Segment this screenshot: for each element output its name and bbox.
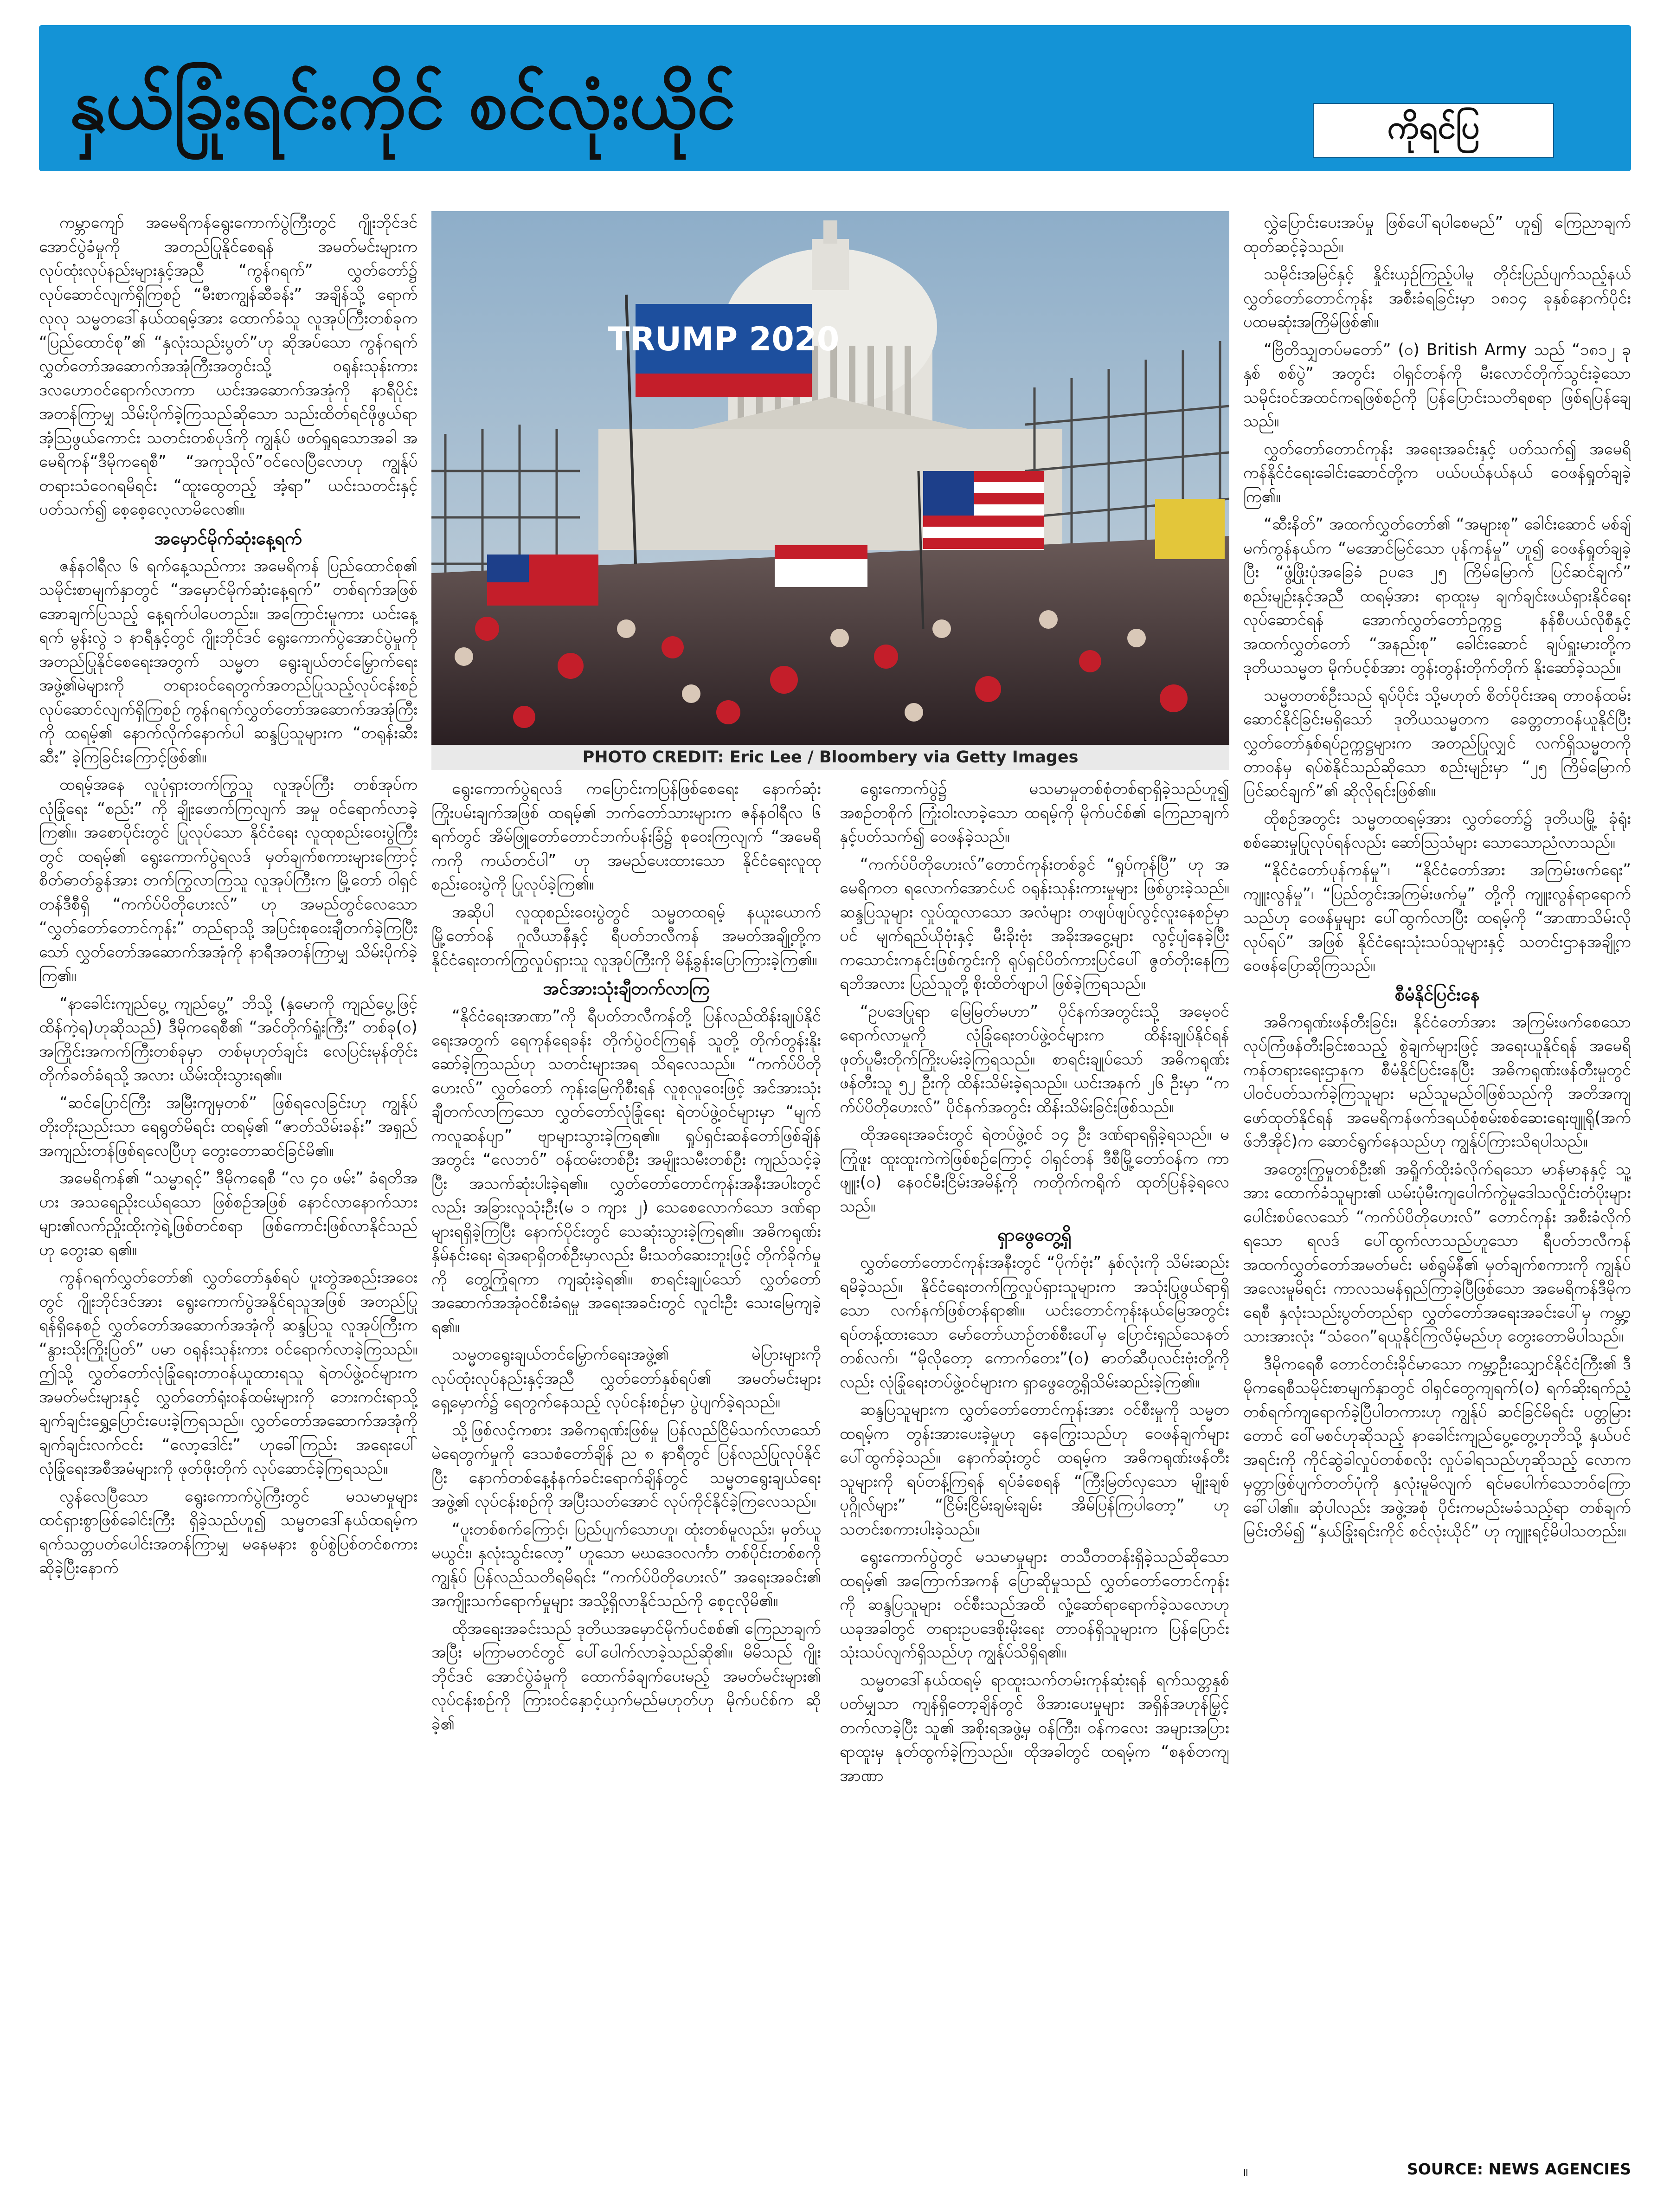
article-column-4	[1243, 211, 1631, 2132]
paragraph: “ဆီးနိတ်” အထက်လွှတ်တော်၏ “အများစု” ခေါင်းဆောင် မစ်ချ်မက်ကွန်နယ်က “မအောင်မြင်သော ပုန်ကန်မှု” ဟူ၍ ဝေဖန်ရှုတ်ချခဲ့ပြီး “ဖွံ့ဖြိုးပုံအခြေခံ ဥပဒေ ၂၅ ကြိမ်မြောက် ပြင်ဆင်ချက်” စည်းမျဉ်းနှင့်အညီ ထရမ့်အား ရာထူးမှ ချက်ချင်းဖယ်ရှားနိုင်ရေး လုပ်ဆောင်ရန် အောက်လွှတ်တော်ဥက္ကဋ္ဌ နန်စီပယ်လိုစီနှင့် အထက်လွှတ်တော် “အနည်းစု” ခေါင်းဆောင် ချပ်ရှူးမားတို့က ဒုတိယသမ္မတ မိုက်ပင့်စ်အား တွန်းတွန်းတိုက်တိုက် နိုးဆော်ခဲ့သည်။	[1243, 515, 1631, 677]
article-column-2	[431, 777, 821, 2193]
subheading: စီမံနိုင်ပြင်းနေ	[1394, 984, 1480, 1005]
source-credit: SOURCE: NEWS AGENCIES	[1407, 2160, 1631, 2178]
capitol-photo	[431, 211, 1229, 745]
paragraph: ရွေးကောက်ပွဲရလဒ် ကပြောင်းကပြန်ဖြစ်စေရေး နောက်ဆုံးကြိုးပမ်းချက်အဖြစ် ထရမ့်၏ ဘက်တော်သားများက ဇန်နဝါရီလ ၆ ရက်တွင် အိမ်ဖြူတော်တောင်ဘက်ပန်းခြံ၌ စုဝေးကြလျက် “အမေရိကကို ကယ်တင်ပါ” ဟု အမည်ပေးထားသော နိုင်ငံရေးလူထုစည်းဝေးပွဲကို ပြုလုပ်ခဲ့ကြ၏။	[431, 780, 821, 894]
paragraph: ဆန္ဒပြသူများက လွှတ်တော်တောင်ကုန်းအား ဝင်စီးမှုကို သမ္မတထရမ့်က တွန်းအားပေးခဲ့မှုဟု နေကြွေးသည်ဟု ဝေဖန်ချက်များ ပေါ်ထွက်ခဲ့သည်။ နောက်ဆုံးတွင် ထရမ့်က အဓိကရုဏ်းဖန်တီးသူများကို ရပ်တန့်ကြရန် ရပ်ခံစေရန် “ကြီးမြတ်လှသော မျိုးချစ်ပုဂ္ဂိုလ်များ” “ငြိမ်းငြိမ်းချမ်းချမ်း အိမ်ပြန်ကြပါတော့” ဟု သတင်းစကားပါးခဲ့သည်။	[840, 1400, 1229, 1539]
paragraph: ကွန်ဂရက်လွှတ်တော်၏ လွှတ်တော်နှစ်ရပ် ပူးတွဲအစည်းအဝေးတွင် ဂျိုးဘိုင်ဒင်အား ရွေးကောက်ပွဲအနိုင်ရသူအဖြစ် အတည်ပြုရန်ရှိနေစဉ် လွှတ်တော်အဆောက်အအုံကို ဆန္ဒပြသူ လူအုပ်ကြီးက “နွားသိုးကြိုးပြတ်” ပမာ ဝရုန်းသုန်းကား ဝင်ရောက်လာခဲ့ကြသည်။ ဤသို့ လွှတ်တော်လုံခြုံရေးတာဝန်ယူထားရသူ ရဲတပ်ဖွဲ့ဝင်များက အမတ်မင်းများနှင့် လွှတ်တော်ရုံးဝန်ထမ်းများကို ဘေးကင်းရာသို့ ချက်ချင်းရွှေ့ပြောင်းပေးခဲ့ကြရသည်။ လွှတ်တော်အဆောက်အအုံကို ချက်ချင်းလက်ငင်း “လော့ဒေါင်း” ဟုခေါ်ကြည်း အရေးပေါ်လုံခြုံရေးအစီအမံများကို ဖုတ်ဖိုးတိုက် လုပ်ဆောင်ခဲ့ကြရသည်။	[39, 1268, 418, 1478]
paragraph: လွှတ်တော်တောင်ကုန်းအနီးတွင် “ပိုက်ဗုံး” နှစ်လုံးကို သိမ်းဆည်းရမိခဲ့သည်။ နိုင်ငံရေးတက်ကြွလှုပ်ရှားသူများက အသုံးပြုဖွယ်ရာရှိသော လက်နက်ဖြစ်တန်ရာ၏။ ယင်းတောင်ကုန်းနယ်မြေအတွင်း ရပ်တန့်ထားသော မော်တော်ယာဉ်တစ်စီးပေါ်မှ ပြောင်းရှည်သေနတ်တစ်လက်၊ “မိုလိုတော့ ကောက်တေး”(ဝ) ဓာတ်ဆီပုလင်းဗုံးတို့ကိုလည်း လုံခြုံရေးတပ်ဖွဲ့ဝင်များက ရှာဖွေတွေ့ရှိသိမ်းဆည်းခဲ့ကြ၏။	[840, 1253, 1229, 1392]
paragraph: သမ္မတတစ်ဦးသည် ရုပ်ပိုင်း သို့မဟုတ် စိတ်ပိုင်းအရ တာဝန်ထမ်းဆောင်နိုင်ခြင်းမရှိသော် ဒုတိယသမ္မတက ခေတ္တတာဝန်ယူနိုင်ပြီး လွှတ်တော်နှစ်ရပ်ဥက္ကဋ္ဌများက အတည်ပြုလျှင် လက်ရှိသမ္မတကို တာဝန်မှ ရပ်စဲနိုင်သည်ဆိုသော စည်းမျဉ်းမှာ “၂၅ ကြိမ်မြောက်ပြင်ဆင်ချက်”၏ ဆိုလိုရင်းဖြစ်၏။	[1243, 686, 1631, 800]
us-flag	[923, 471, 1044, 550]
paragraph: သမ္မတဒေါ်နယ်ထရမ့် ရာထူးသက်တမ်းကုန်ဆုံးရန် ရက်သတ္တနှစ်ပတ်မျှသာ ကျန်ရှိတော့ချိန်တွင် ဖိအားပေးမှုများ အရှိန်အဟုန်မြှင့်တက်လာခဲ့ပြီး သူ၏ အစိုးရအဖွဲ့မှ ဝန်ကြီး၊ ဝန်ကလေး အများအပြား ရာထူးမှ နုတ်ထွက်ခဲ့ကြသည်။ ထိုအခါတွင် ထရမ့်က “စနစ်တကျ အာဏာ	[840, 1670, 1229, 1785]
paragraph: “ဆင်ပြောင်ကြီး အမြီးကျမှတစ်” ဖြစ်ရလေခြင်းဟု ကျွန်ုပ် တိုးတိုးညည်းသာ ရေရွတ်မိရင်း ထရမ့်၏ “ဇာတ်သိမ်းခန်း” အရှည်အကျည်းတန်ဖြစ်ရလေပြီဟု တွေးတောဆင်ခြင်မိ၏။	[39, 1093, 418, 1160]
paragraph: သမိုင်းအမြင်နှင့် နှိုင်းယှဉ်ကြည့်ပါမူ တိုင်းပြည်ပျက်သည့်နယ် လွှတ်တော်တောင်ကုန်း အစီးခံရခြင်းမှာ ၁၈၁၄ ခုနှစ်နောက်ပိုင်း ပထမဆုံးအကြိမ်ဖြစ်၏။	[1243, 265, 1631, 331]
paragraph: လွန်လေပြီသော ရွေးကောက်ပွဲကြီးတွင် မသမာမှုများ ထင်ရှားစွာဖြစ်ခေါင်းကြီး ရှိခဲ့သည်ဟူ၍ သမ္မတဒေါ်နယ်ထရမ့်က ရက်သတ္တပတ်ပေါင်းအတန်ကြာမျှ မနေမနား စွပ်စွဲပြစ်တင်စကား ဆိုခဲ့ပြီးနောက်	[39, 1487, 418, 1577]
paragraph: ကမ္ဘာကျော် အမေရိကန်ရွေးကောက်ပွဲကြီးတွင် ဂျိုးဘိုင်ဒင် အောင်ပွဲခံမှုကို အတည်ပြုနိုင်စေရန် အမတ်မင်းများက လုပ်ထုံးလုပ်နည်းများနှင့်အညီ “ကွန်ဂရက်” လွှတ်တော်၌ လုပ်ဆောင်လျက်ရှိကြစဉ် “မီးစာကျွန်ဆီခန်း” အချိန်သို့ ရောက်လုလု သမ္မတဒေါ်နယ်ထရမ့်အား ထောက်ခံသူ လူအုပ်ကြီးတစ်ခုက “ပြည်ထောင်စု”၏ “နှလုံးသည်းပွတ်”ဟု ဆိုအပ်သော ကွန်ဂရက် လွှတ်တော်အဆောက်အအုံကြီးအတွင်းသို့ ဝရုန်းသုန်းကား ဒလဟောဝင်ရောက်လာကာ ယင်းအဆောက်အအုံကို နာရီပိုင်းအတန်ကြာမျှ သိမ်းပိုက်ခဲ့ကြသည်ဆိုသော သည်းထိတ်ရင်ဖိုဖွယ်ရာ အံ့ဩဖွယ်ကောင်း သတင်းတစ်ပုဒ်ကို ကျွန်ုပ် ဖတ်ရှုရသောအခါ အမေရိကန်“ဒီမိုကရေစီ” “အကုသိုလ်”ဝင်လေပြီလောဟု ကျွန်ုပ် တရားသံဝေဂရမိရင်း “ထူးထွေတည့် အံ့ရာ” ယင်းသတင်းနှင့်ပတ်သက်၍ စေ့စေ့လေ့လာမိလေ၏။	[39, 213, 418, 519]
paragraph: ဒီမိုကရေစီ တောင်တင်းခိုင်မာသော ကမ္ဘာ့ဦးသျှောင်နိုင်ငံကြီး၏ ဒီမိုကရေစီသမိုင်းစာမျက်နှာတွင် ဝါရှင်တွေကျရက်(ဝ) ရက်ဆိုးရက်ညံ့ တစ်ရက်ကျရောက်ခဲ့ပြီပါတကားဟု ကျွန်ုပ် ဆင်ခြင်မိရင်း ပတ္တမြားတောင် ဝေါ်မစင်ဟုဆိုသည့် နာခေါင်းကျည်ပွေ့တွေ့ဟုဘိသို့ နှယ်ပင်အရင်းကို ကိုင်ဆွဲခါလှုပ်တစ်စလိုး လှုပ်ခါရသည်ဟုဆိုသည့် လောကမှတ္တာဖြစ်ပျက်တတ်ပုံကို နှလုံးမူမိလျက် ရင်မပေါက်သေဘဝ်ကြောခေါ်ပါ၏။ ဆုံပါလည်း အဖွဲ့အစုံ ပိုင်းကမည်းမခံသည့်ရာ တစ်ချက် မြင်းတိမ်၍ “နှယ်ခြုံးရင်းကိုင် စင်လုံးယိုင်” ဟု ကျူးရင့်မိပါသတည်း။	[1243, 1354, 1631, 1541]
photo-caption: PHOTO CREDIT: Eric Lee / Bloombery via Getty Images	[431, 745, 1229, 770]
subheading: အမှောင်မိုက်ဆုံးနေ့ရက်	[154, 528, 302, 548]
headline: နှယ်ခြုံးရင်းကိုင် စင်လုံးယိုင်	[70, 64, 736, 145]
author-byline: ကိုရင်ပြ	[1313, 103, 1554, 158]
article-column-3	[840, 777, 1229, 2193]
paragraph: ထိုစဉ်အတွင်း သမ္မတထရမ့်အား လွှတ်တော်၌ ဒုတိယမြို့ ခုံရုံးစစ်ဆေးမှုပြုလုပ်ရန်လည်း ဆော်ဩသံများ သောသောညံလာသည်။	[1243, 809, 1631, 852]
paragraph: လွှဲပြောင်းပေးအပ်မှု ဖြစ်ပေါ်ရပါစေမည်” ဟူ၍ ကြေညာချက်ထုတ်ဆင့်ခဲ့သည်။	[1243, 213, 1631, 256]
paragraph: ထိုအရေးအခင်းသည် ဒုတိယအမှောင်မိုက်ပင်စစ်၏ ကြေညာချက်အပြီး မကြာမတင်တွင် ပေါ်ပေါက်လာခဲ့သည်ဆို၏။ မိမိသည် ဂျိုးဘိုင်ဒင် အောင်ပွဲခံမှုကို ထောက်ခံချက်ပေးမည့် အမတ်မင်းများ၏ လုပ်ငန်းစဉ်ကို ကြားဝင်နှောင့်ယှက်မည်မဟုတ်ဟု မိုက်ပင်စ်က ဆိုခဲ့၏	[431, 1619, 821, 1734]
subheading: အင်အားသုံးချီတက်လာကြ	[543, 978, 710, 999]
paragraph: သို့ဖြစ်လင့်ကစား အဓိကရုဏ်းဖြစ်မှု ပြန်လည်ငြိမ်သက်လာသော် မဲရေတွက်မှုကို ဒေသစံတော်ချိန် ည ၈ နာရီတွင် ပြန်လည်ပြုလုပ်နိုင်ပြီး နောက်တစ်နေ့နံနက်ခင်းရောက်ချိန်တွင် သမ္မတရွေးချယ်ရေးအဖွဲ့၏ လုပ်ငန်းစဉ်ကို အပြီးသတ်အောင် လုပ်ကိုင်နိုင်ခဲ့ကြလေသည်။	[431, 1420, 821, 1511]
end-mark: ။	[1243, 2161, 1248, 2180]
paragraph: ထိုအရေးအခင်းတွင် ရဲတပ်ဖွဲ့ဝင် ၁၄ ဦး ဒဏ်ရာရရှိခဲ့ရသည်။ မကြုံဖူး ထူးထူးကဲကဲဖြစ်စဉ်ကြောင့် ဝါရှင်တန် ဒီစီမြို့တော်ဝန်က ကာဖျူး(ဝ) နေဝင်မီးငြိမ်းအမိန့်ကို ကတိုက်ကရိုက် ထုတ်ပြန်ခဲ့ရလေသည်။	[840, 1125, 1229, 1216]
flag-sign-text: TRUMP 2020	[608, 320, 840, 358]
paragraph: “ကက်ပ်ပိတိုဟေးလ်”တောင်ကုန်းတစ်ခွင် “ရှုပ်ကုန်ပြီ” ဟု အမေရိကတ ရလောက်အောင်ပင် ဝရုန်းသုန်းကားမှုများ ဖြစ်ပွားခဲ့သည်။ ဆန္ဒပြသူများ လှုပ်ထူလာသော အလံများ တဖျပ်ဖျပ်လွင့်လူးနေစဉ်မှာပင် မျက်ရည်ယိုဗုံးနှင့် မီးခိုးဗုံး အခိုးအငွေ့များ လွင့်ပျံနေခဲ့ပြီး ကသောင်းကနင်းဖြစ်ကွင်းကို ရုပ်ရှင်ပိတ်ကားပြင်ပေါ် ဇွတ်တိုးနေကြရဘိအလား ပြည်သူတို့ စိုးထိတ်ဖျာပါ ဖြစ်ခဲ့ကြရသည်။	[840, 855, 1229, 993]
paragraph: အဆိုပါ လူထုစည်းဝေးပွဲတွင် သမ္မတထရမ့် နယူးယောက်မြို့တော်ဝန် ဂူလီယာနီနှင့် ရီပတ်ဘလီကန် အမတ်အချို့တို့က နိုင်ငံရေးတက်ကြွလှုပ်ရှားသူ လူအုပ်ကြီးကို မိန့်ခွန်းပြောကြားခဲ့ကြ၏။	[431, 903, 821, 969]
paragraph: ရွေးကောက်ပွဲတွင် မသမာမှုများ တသီတတန်းရှိခဲ့သည်ဆိုသော ထရမ့်၏ အကြောက်အကန် ပြောဆိုမှုသည် လွှတ်တော်တောင်ကုန်းကို ဆန္ဒပြသူများ ဝင်စီးသည်အထိ လှုံ့ဆော်ရာရောက်ခဲ့သလောဟု ယခုအခါတွင် တရားဥပဒေစိုးမိုးရေး တာဝန်ရှိသူများက ပြန်ပြောင်းသုံးသပ်လျက်ရှိသည်ဟု ကျွန်ုပ်သိရှိရ၏။	[840, 1548, 1229, 1662]
paragraph: ရွေးကောက်ပွဲ၌ မသမာမှုတစ်စုံတစ်ရာရှိခဲ့သည်ဟူ၍ အစဉ်တစိုက် ကြုံးဝါးလာခဲ့သော ထရမ့်ကို မိုက်ပင်စ်၏ ကြေညာချက်နှင့်ပတ်သက်၍ ဝေဖန်ခဲ့သည်။	[840, 780, 1229, 846]
paragraph: ဇန်နဝါရီလ ၆ ရက်နေ့သည်ကား အမေရိကန် ပြည်ထောင်စု၏ သမိုင်းစာမျက်နှာတွင် “အမှောင်မိုက်ဆုံးနေ့ရက်” တစ်ရက်အဖြစ် အောချက်ပြသည့် နေ့ရက်ပါပေတည်း။ အကြောင်းမူကား ယင်းနေ့ရက် မွန်းလွဲ ၁ နာရီနှင့်တွင် ဂျိုးဘိုင်ဒင် ရွေးကောက်ပွဲအောင်ပွဲမှုကို အတည်ပြုနိုင်စေရေးအတွက် သမ္မတ ရွေးချယ်တင်မြှောက်ရေးအဖွဲ့၏မဲများကို တရားဝင်ရေတွက်အတည်ပြုသည့်လုပ်ငန်းစဉ် လုပ်ဆောင်လျက်ရှိကြစဉ် ကွန်ဂရက်လွှတ်တော်အဆောက်အအုံကြီးကို ထရမ့်၏ နောက်လိုက်နောက်ပါ ဆန္ဒပြသူများက “တရုန်းဆီးဆီး” ခဲ့ကြခြင်းကြောင့်ဖြစ်၏။	[39, 556, 418, 767]
paragraph: လွှတ်တော်တောင်ကုန်း အရေးအခင်းနှင့် ပတ်သက်၍ အမေရိကန်နိုင်ငံရေးခေါင်းဆောင်တို့က ပယ်ပယ်နယ်နယ် ဝေဖန်ရှုတ်ချခဲ့ကြ၏။	[1243, 439, 1631, 506]
paragraph: “ဗြိတိသျှတပ်မတော်” (ဝ) British Army သည် “၁၈၁၂ ခုနှစ် စစ်ပွဲ” အတွင်း ဝါရှင်တန်ကို မီးလောင်တိုက်သွင်းခဲ့သော သမိုင်းဝင်အထင်ကရဖြစ်စဉ်ကို ပြန်ပြောင်းသတိရစရာ ဖြစ်ရပြန်ချေသည်။	[1243, 340, 1631, 431]
paragraph: “ဥပဒေပြုရာ မြေမြတ်မဟာ” ပိုင်နက်အတွင်းသို့ အမေ့ဝင်ရောက်လာမှုကို လုံခြုံရေးတပ်ဖွဲ့ဝင်များက ထိန်းချုပ်နိုင်ရန် ဖုတ်ပူမီးတိုက်ကြိုးပမ်းခဲ့ကြရသည်။ စာရင်းချုပ်သော် အဓိကရုဏ်းဖန်တီးသူ ၅၂ ဦးကို ထိန်းသိမ်းခဲ့ရသည်။ ယင်းအနက် ၂၆ ဦးမှာ “ကက်ပ်ပိတိုဟေးလ်” ပိုင်နက်အတွင်း ထိန်းသိမ်းခြင်းဖြစ်သည်။	[840, 1002, 1229, 1116]
capitol-photo-illustration	[431, 211, 1229, 745]
paragraph: အတွေးကြွမှုတစ်ဦး၏ အရှိုက်ထိုးခံလိုက်ရသော မာန်မာနနှင့် သူ့အား ထောက်ခံသူများ၏ ယမ်းပုံမီးကျပေါက်ကွဲမှုဒေါသလှိုင်းတံပိုးများ ပေါင်းစပ်လေသော် “ကက်ပ်ပိတိုဟေးလ်” တောင်ကုန်း အစီးခံလိုက်ရသော ရလဒ် ပေါ်ထွက်လာသည်ဟူသော ရီပတ်ဘလီကန် အထက်လွှတ်တော်အမတ်မင်း မစ်ရွမ်နီ၏ မှတ်ချက်စကားကို ကျွန်ုပ် အလေးမူမိရင်း ကာလသမန်ရှည်ကြာခဲ့ပြီဖြစ်သော အမေရိကန်ဒီမိုကရေစီ နှလုံးသည်းပွတ်တည်ရာ လွှတ်တော်အရေးအခင်းပေါ်မှ ကမ္ဘာ့သားအားလုံး “သံဝေဂ”ရယူနိုင်ကြလိမ့်မည်ဟု တွေးတောမိပါသည်။	[1243, 1160, 1631, 1346]
subheading: ရှာဖွေတွေ့ရှိ	[997, 1225, 1072, 1245]
paragraph: “နိုင်ငံရေးအာဏာ”ကို ရီပတ်ဘလီကန်တို့ ပြန်လည်ထိန်းချုပ်နိုင်ရေးအတွက် ရေကုန်ရေခန်း တိုက်ပွဲဝင်ကြရန် သူတို့ တိုက်တွန်းနိုးဆော်ခဲ့ကြသည်ဟု သတင်းများအရ သိရလေသည်။ “ကက်ပ်ပိတိုဟေးလ်” လွှတ်တော် ကုန်းမြေကိုစီးရန် လူစုလူဝေးဖြင့် အင်အားသုံးချီတက်လာကြသော လွှတ်တော်လုံခြုံရေး ရဲတပ်ဖွဲ့ဝင်များမှာ “မျက်ကလူဆန်ပျာ” ဗျာများသွားခဲ့ကြရ၏။ ရှုပ်ရှင်းဆန်တော်ဖြစ်ချိန်အတွင်း “လေဘဝ်” ဝန်ထမ်းတစ်ဦး အမျိုးသမီးတစ်ဦး ကျည်သင့်ခဲ့ပြီး အသက်ဆုံးပါးခဲ့ရ၏။ လွှတ်တော်တောင်ကုန်းအနီးအပါးတွင်လည်း အခြားလူသုံးဦး(မ ၁ ကျား ၂) သေစေလောက်သော ဒဏ်ရာများရရှိခဲ့ကြပြီး နောက်ပိုင်းတွင် သေဆုံးသွားခဲ့ကြရ၏။ အဓိကရုဏ်းနှိမ်နင်းရေး ရဲအရာရှိတစ်ဦးမှာလည်း မီးသတ်ဆေးဘူးဖြင့် တိုက်ခိုက်မှုကို တွေ့ကြုံရကာ ကျဆုံးခဲ့ရ၏။ စာရင်းချုပ်သော် လွှတ်တော်အဆောက်အအုံဝင်စီးခံရမှု အရေးအခင်းတွင် လူငါးဦး သေးမြေကျခဲ့ရ၏။	[431, 1007, 821, 1336]
paragraph: အဓိကရုဏ်းဖန်တီးခြင်း၊ နိုင်ငံတော်အား အကြမ်းဖက်စေသော လုပ်ကြံဖန်တီးခြင်းစသည့် စွဲချက်များဖြင့် အရေးယူနိုင်ရန် အမေရိကန်တရားရေးဌာနက စီမံနိုင်ပြင်းနေပြီး အဓိကရုဏ်းဖန်တီးမှုတွင် ပါဝင်ပတ်သက်ခဲ့ကြသူများ မည်သူမည်ဝါဖြစ်သည်ကို အတိအကျဖော်ထုတ်နိုင်ရန် အမေရိကန်ဖက်ဒရယ်စုံစမ်းစစ်ဆေးရေးဗျူရို(အက်ဖ်ဘီအိုင်)က ဆောင်ရွက်နေသည်ဟု ကျွန်ုပ်ကြားသိရပါသည်။	[1243, 1012, 1631, 1151]
paragraph: “နိုင်ငံတော်ပုန်ကန်မှု”၊ “နိုင်ငံတော်အား အကြမ်းဖက်ရေး” ကျူးလွန်မှု”၊ “ပြည်တွင်းအကြမ်းဖက်မှု” တို့ကို ကျူးလွန်ရာရောက်သည်ဟု ဝေဖန်မှုများ ပေါ်ထွက်လာပြီး ထရမ့်ကို “အာဏာသိမ်းလိုလုပ်ရပ်” အဖြစ် နိုင်ငံရေးသုံးသပ်သူများနှင့် သတင်းဌာနအချို့က ဝေဖန်ပြောဆိုကြသည်။	[1243, 861, 1631, 975]
paragraph: “ပူးတစ်စက်ကြောင့်၊ ပြည်ပျက်သောဟူ၊ ထုံးတစ်မူလည်း၊ မှတ်ယူမယွင်း၊ နှလုံးသွင်းလော့” ဟူသော မဃဒေဝလင်္ကာ တစ်ပိုင်းတစ်စကို ကျွန်ုပ် ပြန်လည်သတိရမိရင်း “ကက်ပ်ပိတိုဟေးလ်” အရေးအခင်း၏ အကျိုးသက်ရောက်မှုများ အသို့ရှိလာနိုင်သည်ကို စေ့ငုလိုမိ၏။	[431, 1520, 821, 1610]
paragraph: အမေရိကန်၏ “သမ္မာရင့်” ဒီမိုကရေစီ “လ ၄၀ ဖမ်း” ခံရတိအပား အသရေညိုးငယ်ရသော ဖြစ်စဉ်အဖြစ် နောင်လာနောက်သားများ၏လက်ညှိုးထိုးကဲ့ရဲ့ဖြစ်တင်စရာ ဖြစ်ကောင်းဖြစ်လာနိုင်သည်ဟု တွေးဆ ရ၏။	[39, 1169, 418, 1259]
paragraph: “နာခေါင်းကျည်ပွေ့ ကျည်ပွေ့” ဘိသို့ (နှမောကို ကျည်ပွေ့ဖြင့် ထိန်ကဲ့ရ)ဟုဆိုသည်) ဒီမိုကရေစီ၏ “အင်တိုက်ရှုံးကြီး” တစ်ခု(ဝ) အကြိုင်းအကက်ကြီးတစ်ခုမှာ တစ်မုဟုတ်ချင်း လေပြင်းမုန်တိုင်း တိုက်ခတ်ခံရသို့ အလား ယိမ်းထိုးသွားရ၏။	[39, 994, 418, 1084]
paragraph: သမ္မတရွေးချယ်တင်မြှောက်ရေးအဖွဲ့၏ မဲပြားများကို လုပ်ထုံးလုပ်နည်းနှင့်အညီ လွှတ်တော်နှစ်ရပ်၏ အမတ်မင်းများ ရှေ့မှောက်၌ ရေတွက်နေသည့် လုပ်ငန်းစဉ်မှာ ပွဲပျက်ခဲ့ရသည်။	[431, 1345, 821, 1412]
paragraph: ထရမ့်အနေ လူပုံရှားတက်ကြွသူ လူအုပ်ကြီး တစ်အုပ်က လုံခြုံရေး “စည်း” ကို ချိုးဖောက်ကြလျက် အမှု ဝင်ရောက်လာခဲ့ကြ၏။ အစောပိုင်းတွင် ပြုလုပ်သော နိုင်ငံရေး လူထုစည်းဝေးပွဲကြီးတွင် ထရမ့်၏ ရွေးကောက်ပွဲရလဒ် မှတ်ချက်စကားများကြောင့် စိတ်ဓာတ်ခွန်အား တက်ကြွလာကြသူ လူအုပ်ကြီးက မြို့တော် ဝါရှင်တန်ဒီစီရှိ “ကက်ပ်ပိတိုဟေးလ်” ဟု အမည်တွင်လေသော “လွှတ်တော်တောင်ကုန်း” တည်ရာသို့ အပြင်းစုဝေးချီတက်ခဲ့ကြပြီးသော် လွှတ်တော်အဆောက်အအုံကို နာရီအတန်ကြာမျှ သိမ်းပိုက်ခဲ့ကြ၏။	[39, 775, 418, 985]
article-column-1	[39, 211, 418, 2179]
